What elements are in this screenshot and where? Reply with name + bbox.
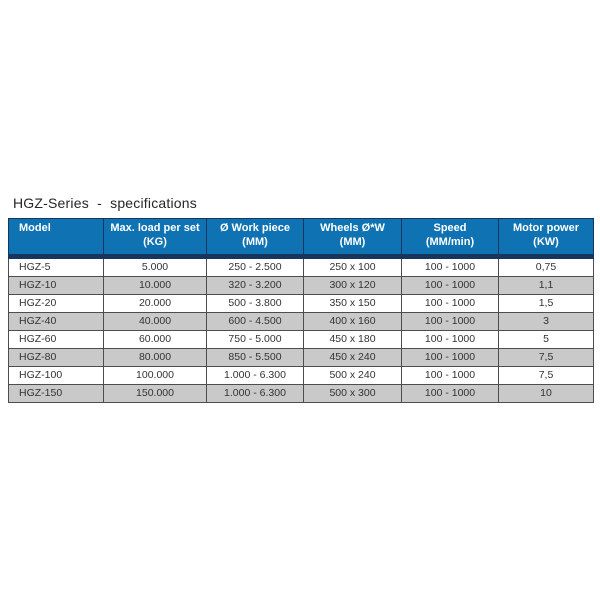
cell-work-piece: 1.000 - 6.300	[207, 366, 304, 384]
cell-motor-power: 10	[499, 384, 594, 402]
cell-wheels: 500 x 300	[304, 384, 402, 402]
cell-speed: 100 - 1000	[402, 366, 499, 384]
header-model	[9, 219, 104, 257]
cell-work-piece: 1.000 - 6.300	[207, 384, 304, 402]
table-row	[9, 312, 594, 330]
header-wheels-label: Wheels Ø*W	[320, 222, 385, 234]
header-work-piece	[207, 219, 304, 257]
cell-motor-power: 0,75	[499, 256, 594, 276]
cell-max-load: 5.000	[104, 256, 207, 276]
header-work-piece-unit: (MM)	[242, 235, 268, 248]
cell-model: HGZ-60	[9, 330, 104, 348]
cell-speed: 100 - 1000	[402, 276, 499, 294]
header-motor-power	[499, 219, 594, 257]
table-body	[9, 256, 594, 402]
cell-work-piece: 850 - 5.500	[207, 348, 304, 366]
table-row	[9, 294, 594, 312]
cell-wheels: 450 x 240	[304, 348, 402, 366]
header-speed-label: Speed	[433, 222, 467, 234]
cell-model: HGZ-20	[9, 294, 104, 312]
table-row	[9, 384, 594, 402]
cell-speed: 100 - 1000	[402, 384, 499, 402]
cell-speed: 100 - 1000	[402, 348, 499, 366]
header-max-load	[104, 219, 207, 257]
cell-motor-power: 7,5	[499, 348, 594, 366]
cell-work-piece: 600 - 4.500	[207, 312, 304, 330]
header-speed-unit: (MM/min)	[425, 235, 475, 248]
cell-wheels: 450 x 180	[304, 330, 402, 348]
header-max-load-unit: (KG)	[143, 235, 167, 248]
cell-model: HGZ-100	[9, 366, 104, 384]
cell-max-load: 40.000	[104, 312, 207, 330]
table-row	[9, 348, 594, 366]
table-row	[9, 330, 594, 348]
cell-max-load: 60.000	[104, 330, 207, 348]
cell-motor-power: 1,5	[499, 294, 594, 312]
table-header	[9, 219, 594, 257]
cell-max-load: 80.000	[104, 348, 207, 366]
header-motor-power-label: Motor power	[513, 222, 579, 234]
cell-model: HGZ-80	[9, 348, 104, 366]
cell-model: HGZ-150	[9, 384, 104, 402]
header-work-piece-label: Ø Work piece	[219, 222, 291, 234]
cell-motor-power: 3	[499, 312, 594, 330]
cell-speed: 100 - 1000	[402, 294, 499, 312]
cell-wheels: 250 x 100	[304, 256, 402, 276]
cell-max-load: 10.000	[104, 276, 207, 294]
header-row	[9, 219, 594, 257]
cell-model: HGZ-40	[9, 312, 104, 330]
cell-speed: 100 - 1000	[402, 330, 499, 348]
cell-speed: 100 - 1000	[402, 312, 499, 330]
cell-wheels: 400 x 160	[304, 312, 402, 330]
cell-work-piece: 250 - 2.500	[207, 256, 304, 276]
header-speed	[402, 219, 499, 257]
cell-motor-power: 7,5	[499, 366, 594, 384]
cell-model: HGZ-5	[9, 256, 104, 276]
cell-wheels: 350 x 150	[304, 294, 402, 312]
header-max-load-label: Max. load per set	[110, 222, 200, 234]
cell-work-piece: 750 - 5.000	[207, 330, 304, 348]
cell-work-piece: 500 - 3.800	[207, 294, 304, 312]
table-row	[9, 276, 594, 294]
cell-motor-power: 1,1	[499, 276, 594, 294]
cell-max-load: 20.000	[104, 294, 207, 312]
header-wheels	[304, 219, 402, 257]
specifications-table	[8, 218, 594, 403]
cell-model: HGZ-10	[9, 276, 104, 294]
cell-max-load: 100.000	[104, 366, 207, 384]
cell-motor-power: 5	[499, 330, 594, 348]
cell-speed: 100 - 1000	[402, 256, 499, 276]
cell-wheels: 500 x 240	[304, 366, 402, 384]
page-title: HGZ-Series - specifications	[13, 195, 197, 211]
table-row	[9, 366, 594, 384]
cell-wheels: 300 x 120	[304, 276, 402, 294]
cell-max-load: 150.000	[104, 384, 207, 402]
header-motor-power-unit: (KW)	[533, 235, 559, 248]
header-wheels-unit: (MM)	[339, 235, 366, 248]
header-model-label: Model	[19, 222, 51, 234]
cell-work-piece: 320 - 3.200	[207, 276, 304, 294]
table-row	[9, 256, 594, 276]
